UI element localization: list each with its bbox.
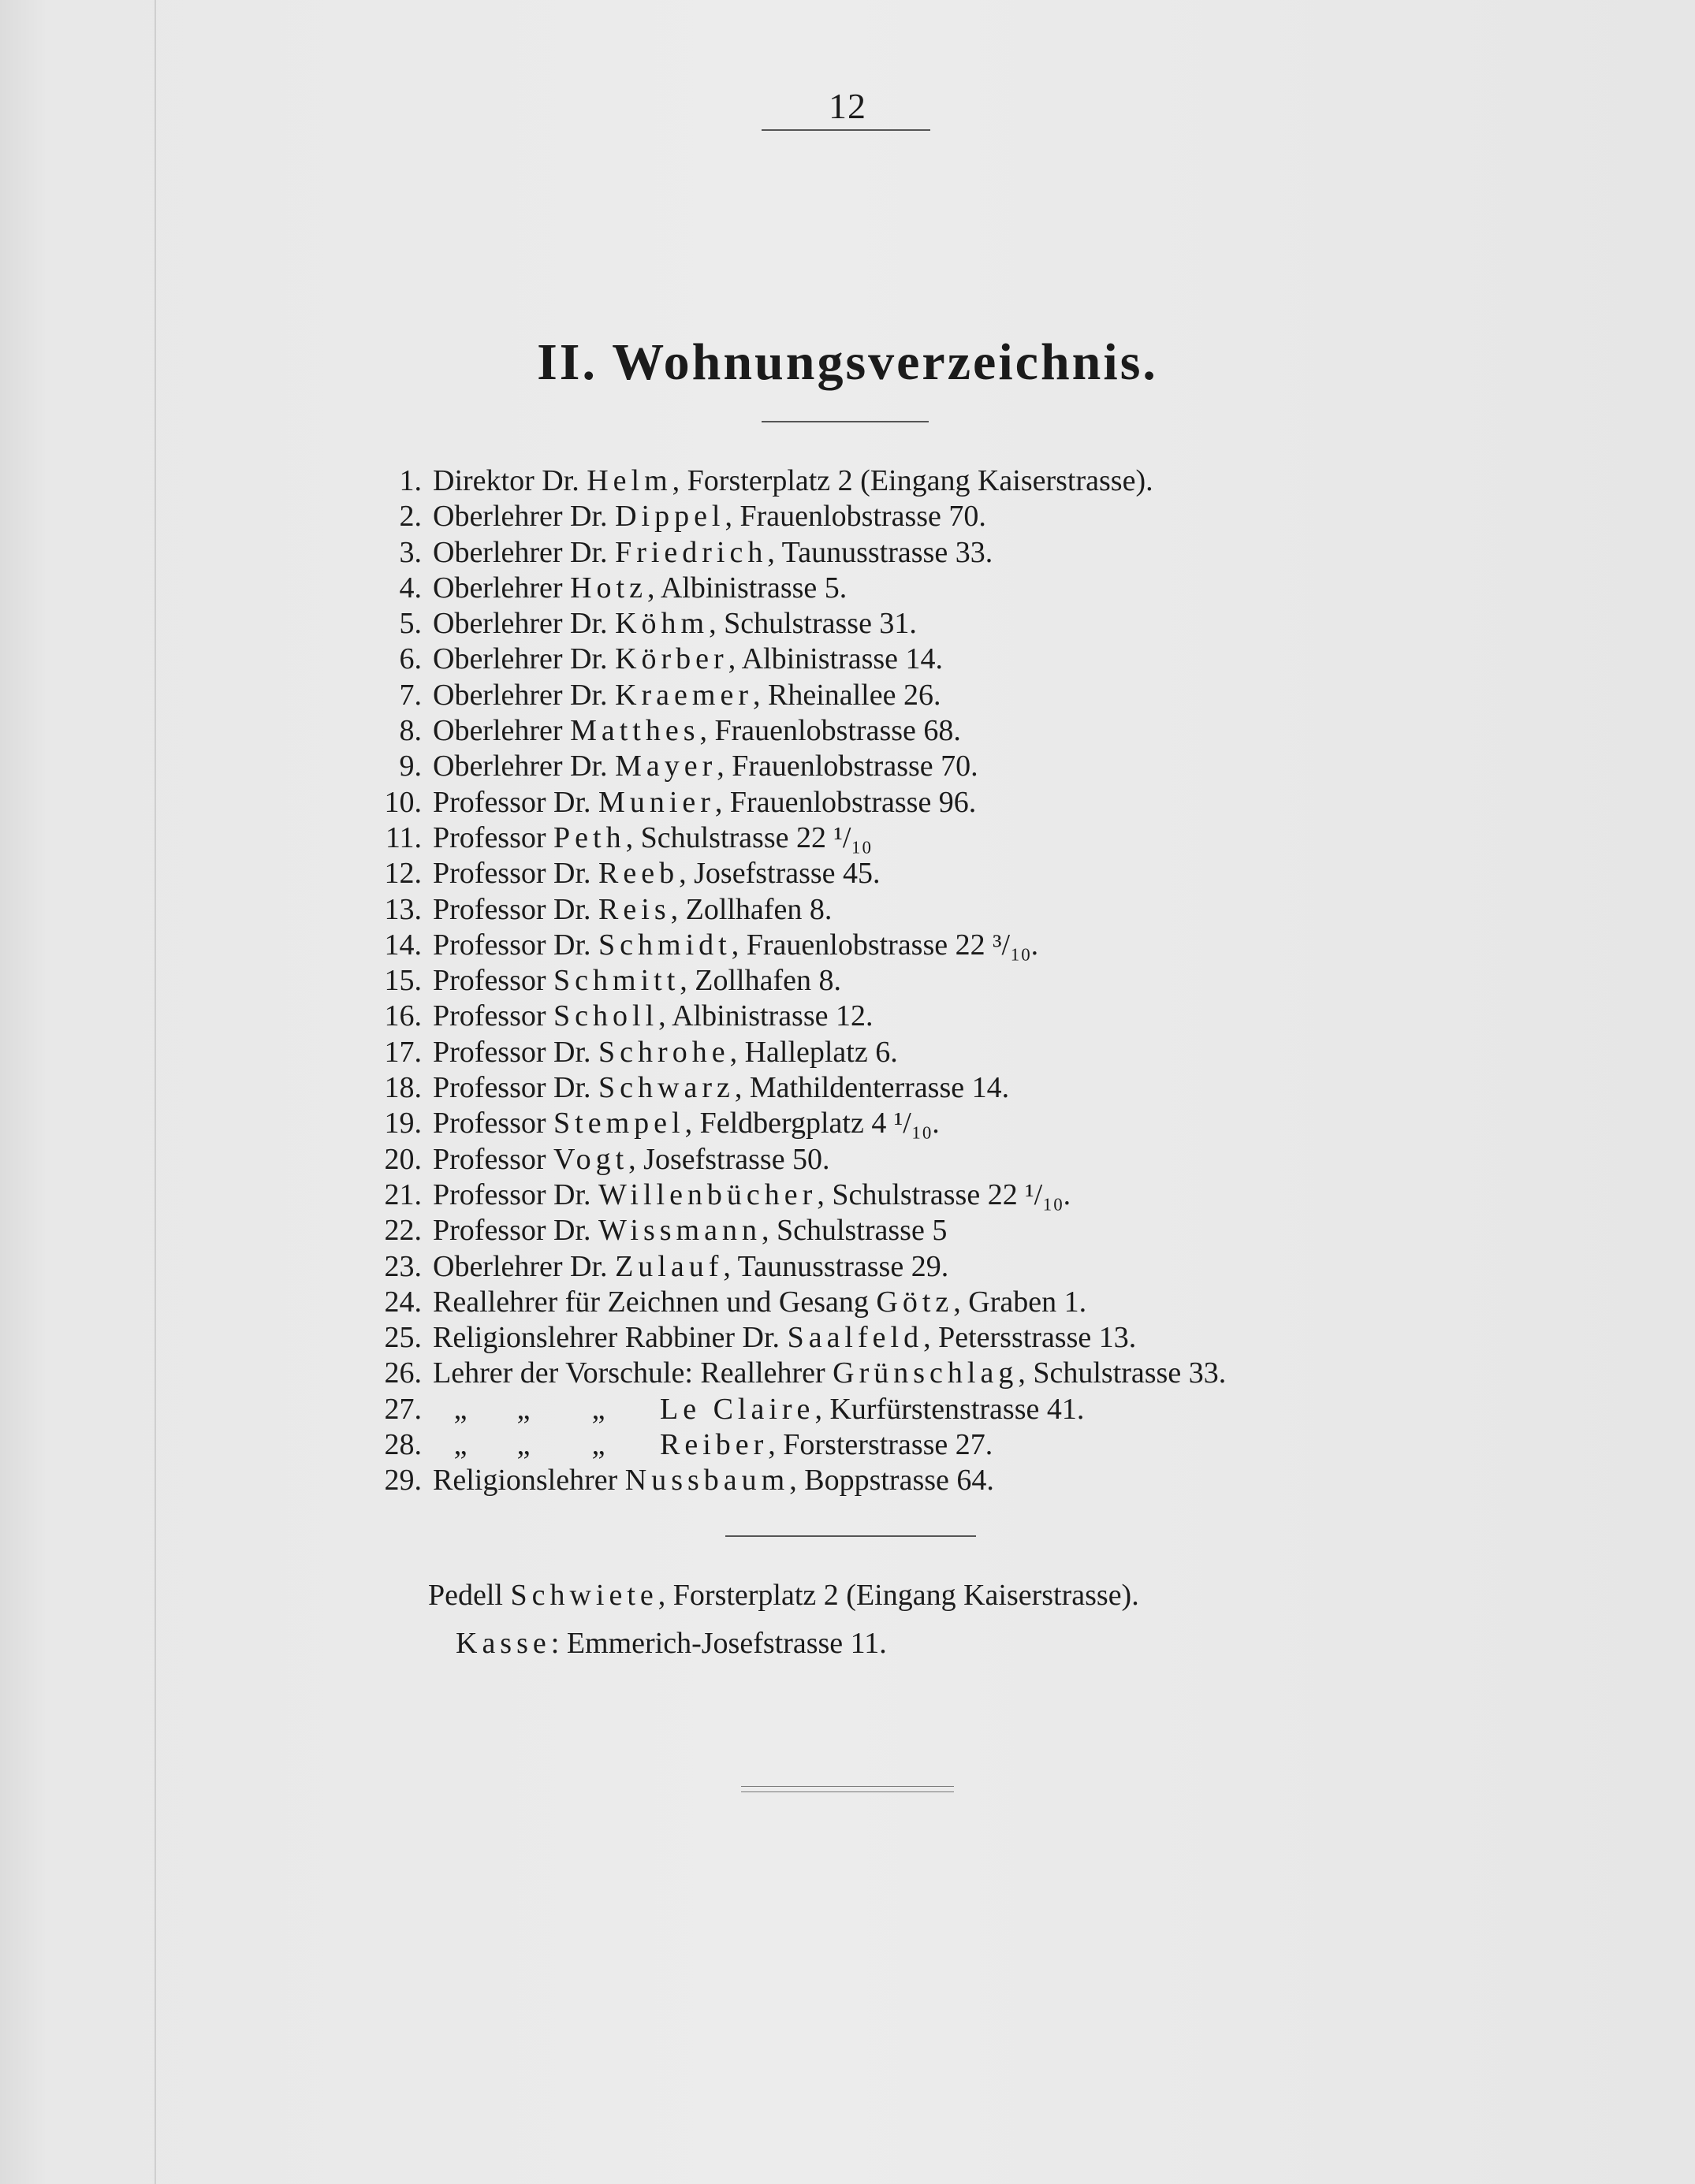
list-item	[367, 999, 1226, 1034]
entry-number: 11.	[385, 820, 422, 854]
entry-number: 20.	[384, 1142, 422, 1176]
entry-address: , Forsterplatz 2 (Eingang Kaiserstrasse).	[672, 464, 1153, 497]
entry-name: Helm	[587, 464, 672, 497]
entry-number: 28.	[384, 1428, 422, 1462]
entry-address: , Schulstrasse 5	[761, 1214, 948, 1248]
entry-title: Oberlehrer Dr.	[433, 678, 608, 712]
title-rule	[762, 421, 929, 422]
entry-number: 24.	[384, 1285, 422, 1319]
entry-number: 15.	[384, 964, 422, 998]
entry-title: Professor Dr.	[433, 892, 591, 926]
list-item	[367, 1070, 1226, 1106]
entry-title: Professor Dr.	[433, 857, 591, 891]
list-item	[367, 606, 1226, 642]
entry-name: Vogt	[553, 1142, 629, 1176]
entry-title: Professor Dr.	[433, 928, 591, 962]
entry-number: 8.	[399, 714, 422, 748]
entry-number: 23.	[384, 1249, 422, 1283]
pedell-line	[428, 1578, 1139, 1613]
entry-title: Oberlehrer	[433, 571, 563, 605]
entry-number: 12.	[384, 857, 422, 891]
entry-number: 29.	[384, 1464, 422, 1498]
entry-number: 9.	[399, 750, 422, 783]
entry-address: , Zollhafen 8.	[670, 892, 833, 926]
list-item	[367, 535, 1226, 571]
entry-title: Direktor Dr.	[433, 464, 579, 497]
list-item	[367, 1035, 1226, 1070]
entry-title: Professor Dr.	[433, 1035, 591, 1069]
entry-number: 7.	[399, 678, 422, 712]
entry-number: 10.	[384, 785, 422, 819]
entry-address: , Kurfürstenstrasse 41.	[814, 1392, 1085, 1426]
entry-number: 19.	[384, 1107, 422, 1140]
entry-name: Matthes	[570, 714, 700, 748]
kasse-label: Kasse	[456, 1627, 551, 1660]
page-number: 12	[829, 86, 866, 126]
entry-name: Schwarz	[598, 1071, 735, 1105]
entry-title: Professor	[433, 820, 546, 854]
entry-address: , Albinistrasse 12.	[658, 999, 874, 1033]
entry-address: , Schulstrasse 22 ¹/₁₀.	[817, 1178, 1071, 1211]
entry-number: 21.	[384, 1178, 422, 1211]
entry-name: Le Claire	[660, 1392, 815, 1426]
list-item	[367, 1392, 1226, 1427]
pedell-label: Pedell	[428, 1579, 503, 1612]
list-item	[367, 749, 1226, 784]
entry-name: Schmidt	[598, 928, 732, 962]
entry-address: , Schulstrasse 33.	[1018, 1356, 1227, 1390]
entry-name: Scholl	[553, 999, 659, 1033]
entry-name: Schmitt	[553, 964, 680, 998]
list-item	[367, 1249, 1226, 1285]
entry-number: 3.	[399, 535, 422, 569]
list-item	[367, 928, 1226, 963]
entry-name: Götz	[876, 1285, 954, 1319]
page-number-rule	[762, 129, 930, 131]
entry-number: 25.	[384, 1321, 422, 1355]
entry-title: Professor Dr.	[433, 1214, 591, 1248]
entry-number: 18.	[384, 1071, 422, 1105]
list-item	[367, 1285, 1226, 1320]
entry-name: Peth	[553, 820, 626, 854]
list-item	[367, 1320, 1226, 1356]
entry-title: Oberlehrer	[433, 714, 563, 748]
entry-title: Oberlehrer Dr.	[433, 642, 608, 676]
entry-name: Wissmann	[598, 1214, 762, 1248]
entry-name: Dippel	[615, 500, 725, 534]
entry-name: Grünschlag	[833, 1356, 1019, 1390]
list-item	[367, 1142, 1226, 1178]
entry-number: 13.	[384, 892, 422, 926]
list-item	[367, 642, 1226, 677]
entry-title: Religionslehrer	[433, 1464, 618, 1498]
list-item	[367, 892, 1226, 928]
scan-edge-line	[155, 0, 156, 2184]
entry-name: Schrohe	[598, 1035, 730, 1069]
entry-address: , Zollhafen 8.	[680, 964, 841, 998]
list-item	[367, 499, 1226, 534]
entry-title: Oberlehrer Dr.	[433, 1249, 608, 1283]
list-item	[367, 856, 1226, 891]
list-item	[367, 463, 1226, 499]
entry-name: Nussbaum	[624, 1464, 790, 1498]
entry-name: Zulauf	[615, 1249, 724, 1283]
entry-address: , Josefstrasse 45.	[679, 857, 881, 891]
entry-title: Religionslehrer Rabbiner Dr.	[433, 1321, 780, 1355]
list-item	[367, 571, 1226, 606]
entry-number: 22.	[384, 1214, 422, 1248]
list-item	[367, 678, 1226, 713]
ditto-mark: „	[453, 1392, 468, 1426]
entry-address: , Petersstrasse 13.	[923, 1321, 1137, 1355]
entry-number: 5.	[399, 607, 422, 641]
pedell-address: , Forsterplatz 2 (Eingang Kaiserstrasse).	[658, 1579, 1139, 1612]
entry-address: , Albinistrasse 14.	[728, 642, 944, 676]
page-title: II. Wohnungsverzeichnis.	[537, 333, 1158, 391]
entry-title: Lehrer der Vorschule: Reallehrer	[433, 1356, 825, 1390]
entry-number: 1.	[399, 464, 422, 497]
entry-address: , Boppstrasse 64.	[789, 1464, 994, 1498]
entry-name: Reiber	[660, 1428, 769, 1462]
entry-number: 27.	[384, 1392, 422, 1426]
entry-title: Professor	[433, 1107, 546, 1140]
kasse-address: : Emmerich-Josefstrasse 11.	[550, 1627, 887, 1660]
entry-number: 26.	[384, 1356, 422, 1390]
entry-address: , Josefstrasse 50.	[628, 1142, 830, 1176]
entry-number: 6.	[399, 642, 422, 676]
entry-name: Stempel	[553, 1107, 685, 1140]
list-item	[367, 1463, 1226, 1498]
entry-address: , Halleplatz 6.	[729, 1035, 898, 1069]
list-item	[367, 1427, 1226, 1463]
closing-rule-bottom	[741, 1791, 954, 1792]
entry-address: , Frauenlobstrasse 22 ³/₁₀.	[731, 928, 1039, 962]
entry-title: Professor	[433, 964, 546, 998]
entry-name: Mayer	[615, 750, 717, 783]
entry-address: , Feldbergplatz 4 ¹/₁₀.	[684, 1107, 940, 1140]
entry-number: 16.	[384, 999, 422, 1033]
list-item	[367, 1178, 1226, 1213]
pedell-name: Schwiete	[510, 1579, 658, 1612]
entry-name: Willenbücher	[598, 1178, 818, 1211]
entry-number: 2.	[399, 500, 422, 534]
entry-address: , Schulstrasse 31.	[709, 607, 917, 641]
entry-title: Oberlehrer Dr.	[433, 750, 608, 783]
list-item	[367, 713, 1226, 749]
list-item	[367, 1356, 1226, 1391]
entry-name: Köhm	[615, 607, 710, 641]
entry-number: 17.	[384, 1035, 422, 1069]
entry-address: , Frauenlobstrasse 70.	[717, 750, 978, 783]
entry-title: Professor Dr.	[433, 1178, 591, 1211]
entry-title: Oberlehrer Dr.	[433, 535, 608, 569]
entry-number: 4.	[399, 571, 422, 605]
entry-title: Professor	[433, 999, 546, 1033]
entry-name: Saalfeld	[787, 1321, 924, 1355]
closing-rule-top	[741, 1786, 954, 1787]
entry-address: , Forsterstrasse 27.	[768, 1428, 993, 1462]
entry-name: Körber	[615, 642, 728, 676]
entry-number: 14.	[384, 928, 422, 962]
ditto-mark: „	[453, 1428, 468, 1462]
entry-address: , Frauenlobstrasse 96.	[714, 785, 977, 819]
ditto-mark: „	[591, 1428, 605, 1462]
entry-name: Friedrich	[615, 535, 768, 569]
entry-address: , Frauenlobstrasse 70.	[725, 500, 986, 534]
list-end-rule	[725, 1535, 976, 1537]
address-list	[367, 463, 1226, 1499]
entry-name: Hotz	[570, 571, 647, 605]
list-item	[367, 963, 1226, 999]
entry-address: , Rheinallee 26.	[752, 678, 941, 712]
entry-title: Professor	[433, 1142, 546, 1176]
entry-address: , Schulstrasse 22 ¹/₁₀	[625, 820, 872, 854]
entry-title: Oberlehrer Dr.	[433, 500, 608, 534]
ditto-mark: „	[516, 1428, 531, 1462]
entry-title: Professor Dr.	[433, 1071, 591, 1105]
list-item	[367, 1106, 1226, 1141]
entry-address: , Taunusstrasse 33.	[767, 535, 993, 569]
list-item	[367, 1213, 1226, 1248]
entry-address: , Graben 1.	[953, 1285, 1087, 1319]
entry-name: Kraemer	[615, 678, 753, 712]
list-item	[367, 820, 1226, 856]
entry-title: Professor Dr.	[433, 785, 591, 819]
entry-title: Oberlehrer Dr.	[433, 607, 608, 641]
entry-name: Munier	[598, 785, 715, 819]
entry-name: Reeb	[598, 857, 680, 891]
list-item	[367, 785, 1226, 820]
entry-address: , Mathildenterrasse 14.	[734, 1071, 1010, 1105]
entry-name: Reis	[598, 892, 671, 926]
ditto-mark: „	[516, 1392, 531, 1426]
entry-address: , Taunusstrasse 29.	[723, 1249, 949, 1283]
entry-address: , Frauenlobstrasse 68.	[699, 714, 961, 748]
ditto-mark: „	[591, 1392, 605, 1426]
kasse-line	[456, 1626, 887, 1661]
entry-address: , Albinistrasse 5.	[646, 571, 848, 605]
entry-title: Reallehrer für Zeichnen und Gesang	[433, 1285, 869, 1319]
